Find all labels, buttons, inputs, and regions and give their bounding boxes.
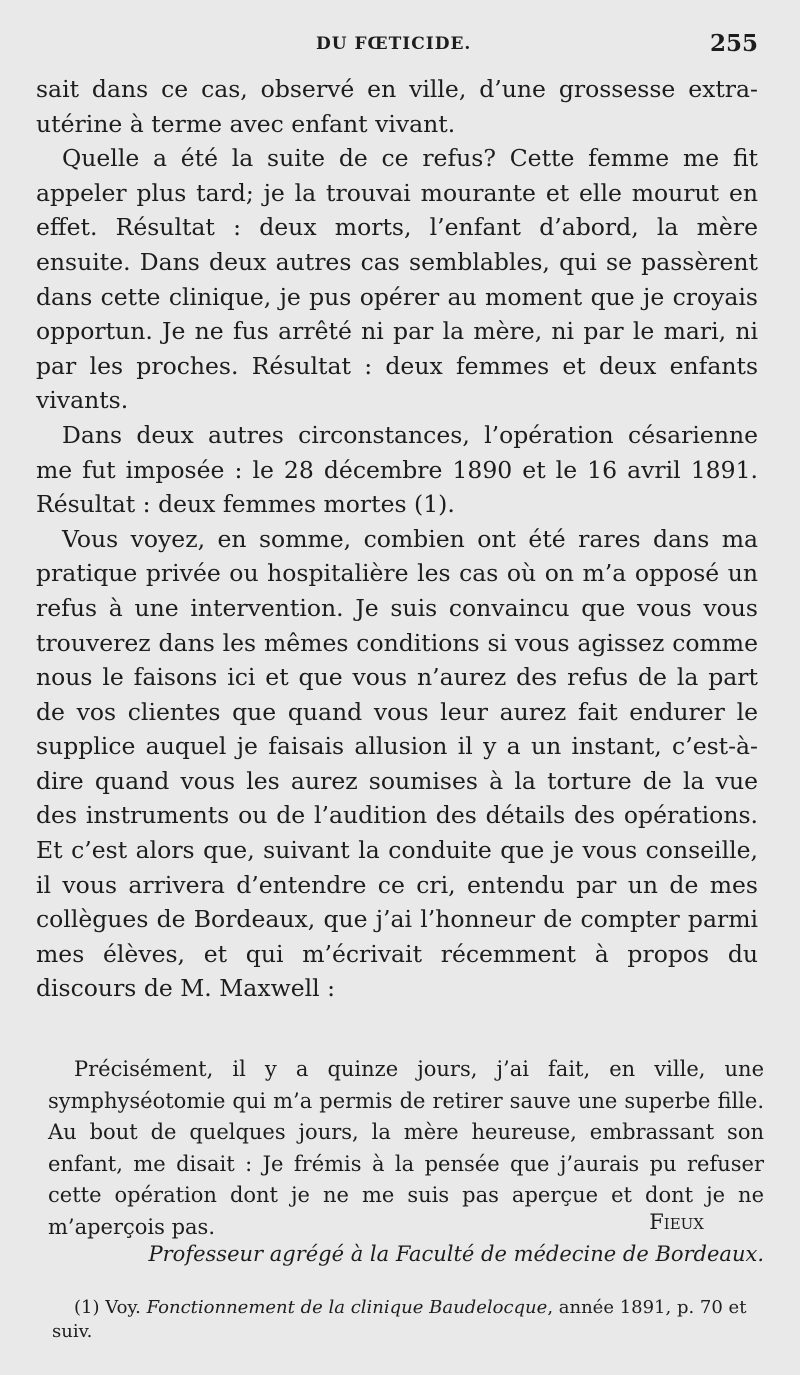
page-header bbox=[0, 30, 800, 60]
signature-title: Professeur agrégé à la Faculté de médecine de Bordeaux. bbox=[148, 1242, 764, 1266]
footnote-rest: , année 1891, p. 70 et suiv. bbox=[52, 1297, 747, 1342]
paragraph-continuation: sait dans ce cas, observé en ville, d’une grossesse extra-utérine à terme avec enfant vivant. bbox=[36, 75, 758, 138]
running-title: DU FŒTICIDE. bbox=[316, 34, 472, 54]
signature-name: Fieux bbox=[649, 1210, 704, 1234]
body-text bbox=[36, 72, 758, 1006]
paragraph: Dans deux autres circonstances, l’opération césarienne me fut imposée : le 28 décembre 1890 et le 16 avril 1891. Résultat : deux femmes mortes (1). bbox=[36, 420, 758, 519]
footnote-marker: (1) Voy. bbox=[74, 1297, 141, 1318]
paragraph: Vous voyez, en somme, combien ont été rares dans ma pratique privée ou hospitalière les cas où on m’a opposé un refus à une intervention. Je suis convaincu que vous vous trouverez dans les mêmes conditions si vous agissez comme nous le faisons ici et que vous n’aurez des refus de la part de vos clientes que quand vous leur aurez fait endurer le supplice auquel je faisais allusion il y a un instant, c’est-à-dire quand vous les aurez soumises à la torture de la vue des instruments ou de l’audition des détails des opérations. Et c’est alors que, suivant la conduite que je vous conseille, il vous arrivera d’entendre ce cri, entendu par un de mes collègues de Bordeaux, que j’ai l’honneur de compter parmi mes élèves, et qui m’écrivait récemment à propos du discours de M. Maxwell : bbox=[36, 524, 758, 1003]
page-number: 255 bbox=[710, 30, 759, 57]
paragraph: Quelle a été la suite de ce refus? Cette femme me fit appeler plus tard; je la trouvai mourante et elle mourut en effet. Résultat : deux morts, l’enfant d’abord, la mère ensuite. Dans deux autres cas semblables, qui se passèrent dans cette clinique, je pus opérer au moment que je croyais opportun. Je ne fus arrêté ni par la mère, ni par le mari, ni par les proches. Résultat : deux femmes et deux enfants vivants. bbox=[36, 144, 758, 415]
signature-block bbox=[48, 1206, 764, 1270]
quote-text: Précisément, il y a quinze jours, j’ai fait, en ville, une symphyséotomie qui m’a permis de retirer sauve une superbe fille. Au bout de quelques jours, la mère heureuse, embrassant son enfant, me disait : Je frémis à la pensée que j’aurais pu refuser cette opération dont je ne me suis pas aperçue et dont je ne m’aperçois pas. bbox=[48, 1057, 764, 1239]
footnote bbox=[52, 1296, 768, 1344]
footnote-work-title: Fonctionnement de la clinique Baudelocque bbox=[146, 1297, 548, 1318]
